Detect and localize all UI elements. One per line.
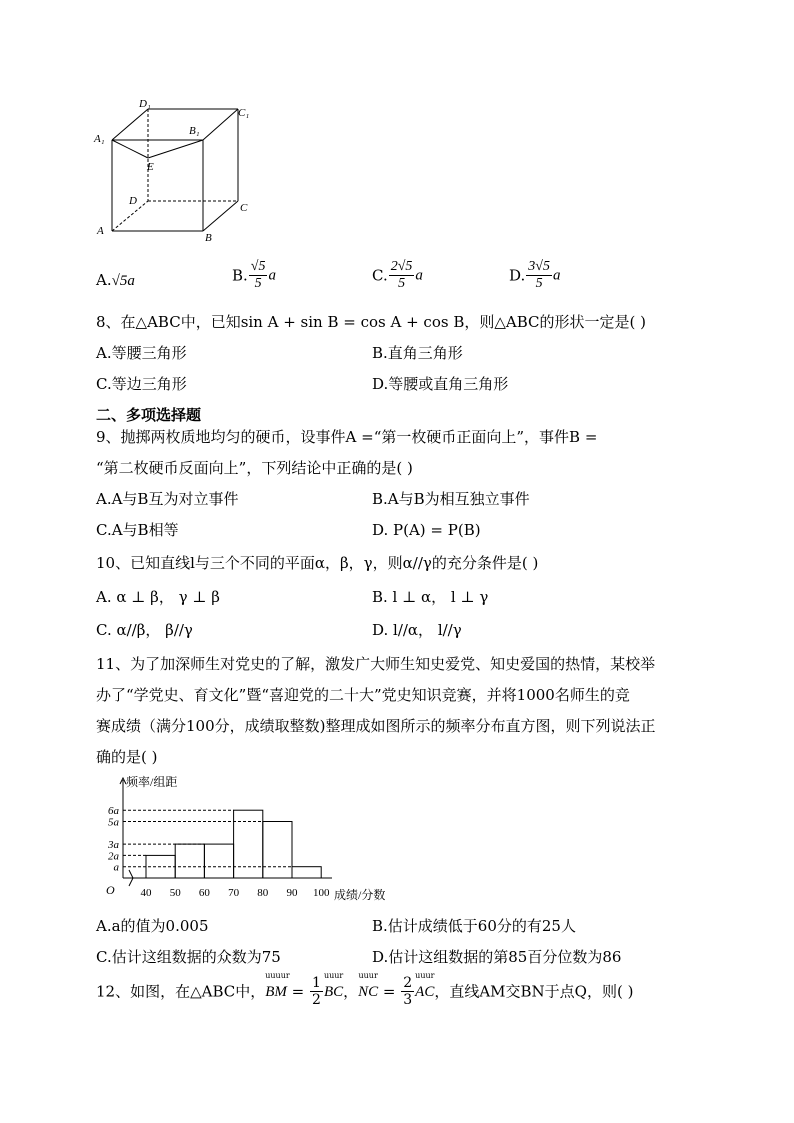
q8-option-c: C.等边三角形 (96, 375, 187, 393)
label-A1: A₁ (94, 133, 105, 145)
label-B: B (205, 232, 212, 244)
y-tick-label: 2a (108, 850, 119, 863)
histogram-bar (263, 822, 292, 879)
histogram-bar (234, 810, 263, 878)
q8-stem: 8、在△ABC中，已知sin A + sin B = cos A + cos B，则△ABC的形状一定是( ) (96, 313, 646, 331)
q8-option-b: B.直角三角形 (372, 344, 463, 362)
q11-option-d: D.估计这组数据的第85百分位数为86 (372, 948, 622, 966)
cube-figure (92, 96, 262, 246)
q11-stem-line1: 11、为了加深师生对党史的了解，激发广大师生知史爱党、知史爱国的热情，某校举 (96, 655, 656, 673)
x-axis-label: 成绩/分数 (334, 888, 386, 902)
x-tick-label: 100 (312, 887, 330, 899)
histogram-bar (175, 844, 204, 878)
y-tick-label: 3a (108, 839, 119, 852)
label-C: C (240, 202, 248, 214)
q8-option-a: A.等腰三角形 (96, 344, 187, 362)
q11-stem-line3: 赛成绩（满分100分，成绩取整数)整理成如图所示的频率分布直方图，则下列说法正 (96, 717, 656, 735)
q11-stem-line4: 确的是( ) (96, 748, 158, 766)
y-axis-label: 频率/组距 (126, 775, 178, 789)
q9-option-d: D. P(A) = P(B) (372, 521, 481, 539)
edge-B1C1 (203, 109, 238, 140)
vector-mark: uuur (415, 971, 435, 980)
q11-option-b: B.估计成绩低于60分的有25人 (372, 917, 576, 935)
q9-option-b: B.A与B为相互独立事件 (372, 490, 530, 508)
label-B1: B₁ (189, 125, 200, 137)
q9-option-a: A.A与B互为对立事件 (96, 490, 239, 508)
q7-option-a: A.√5a (96, 271, 135, 289)
label-D: D (129, 195, 137, 207)
q11-option-c: C.估计这组数据的众数为75 (96, 948, 281, 966)
histogram-bar (292, 867, 321, 878)
segment-B1E (148, 140, 203, 158)
q7-option-b: B. $\frac{√5}{5}$ a (232, 259, 276, 291)
q11-stem-line2: 办了“学党史、育文化”暨“喜迎党的二十大”党史知识竞赛，并将1000名师生的竞 (96, 686, 630, 704)
y-tick-label: 6a (108, 805, 119, 818)
y-tick-label: 5a (108, 816, 119, 829)
q9-option-c: C.A与B相等 (96, 521, 179, 539)
q10-stem: 10、已知直线l与三个不同的平面α，β，γ，则α//γ的充分条件是( ) (96, 554, 539, 572)
x-tick-label: 80 (257, 887, 269, 899)
q7-option-d: D. $\frac{3√5}{5}$ a (509, 259, 561, 291)
x-tick-label: 60 (198, 887, 210, 899)
vector-mark: uuur (358, 971, 378, 980)
x-tick-label: 90 (286, 887, 298, 899)
x-tick-label: 40 (140, 887, 152, 899)
label-D1: D₁ (139, 98, 151, 110)
x-tick-label: 50 (169, 887, 181, 899)
q10-option-b: B. l ⊥ α， l ⊥ γ (372, 588, 489, 606)
edge-BC (203, 201, 238, 231)
frequency-histogram (94, 774, 404, 906)
q8-option-d: D.等腰或直角三角形 (372, 375, 509, 393)
q11-option-a: A.a的值为0.005 (96, 917, 209, 935)
q12-stem: 12、如图，在△ABC中， uuuur BM = $\frac{1}{2}$ uuur BC， uuur NC = $\frac{2}{3}$ uuur AC，直线AM交BN于点Q，则( ) (96, 971, 634, 1008)
q10-option-a: A. α ⊥ β， γ ⊥ β (96, 588, 220, 606)
q10-option-c: C. α//β， β//γ (96, 621, 193, 639)
q9-stem-line2: “第二枚硬币反面向上”，下列结论中正确的是( ) (96, 459, 413, 477)
histogram-bar (204, 844, 233, 878)
x-tick-label: 70 (228, 887, 240, 899)
vector-mark: uuur (323, 971, 344, 980)
label-A: A (97, 225, 104, 237)
label-C1: C₁ (238, 107, 250, 119)
q7-option-c: C. $\frac{2√5}{5}$ a (372, 259, 423, 291)
y-tick-label: a (113, 861, 119, 874)
vector-mark: uuuur (265, 971, 290, 980)
segment-A1E (112, 140, 148, 158)
q9-stem-line1: 9、抛掷两枚质地均匀的硬币，设事件A =“第一枚硬币正面向上”，事件B = (96, 428, 598, 446)
edge-A1D1 (112, 109, 148, 140)
q10-option-d: D. l//α， l//γ (372, 621, 462, 639)
label-E: E (147, 161, 154, 173)
origin-label: O (106, 883, 115, 897)
section-heading: 二、多项选择题 (96, 406, 202, 424)
